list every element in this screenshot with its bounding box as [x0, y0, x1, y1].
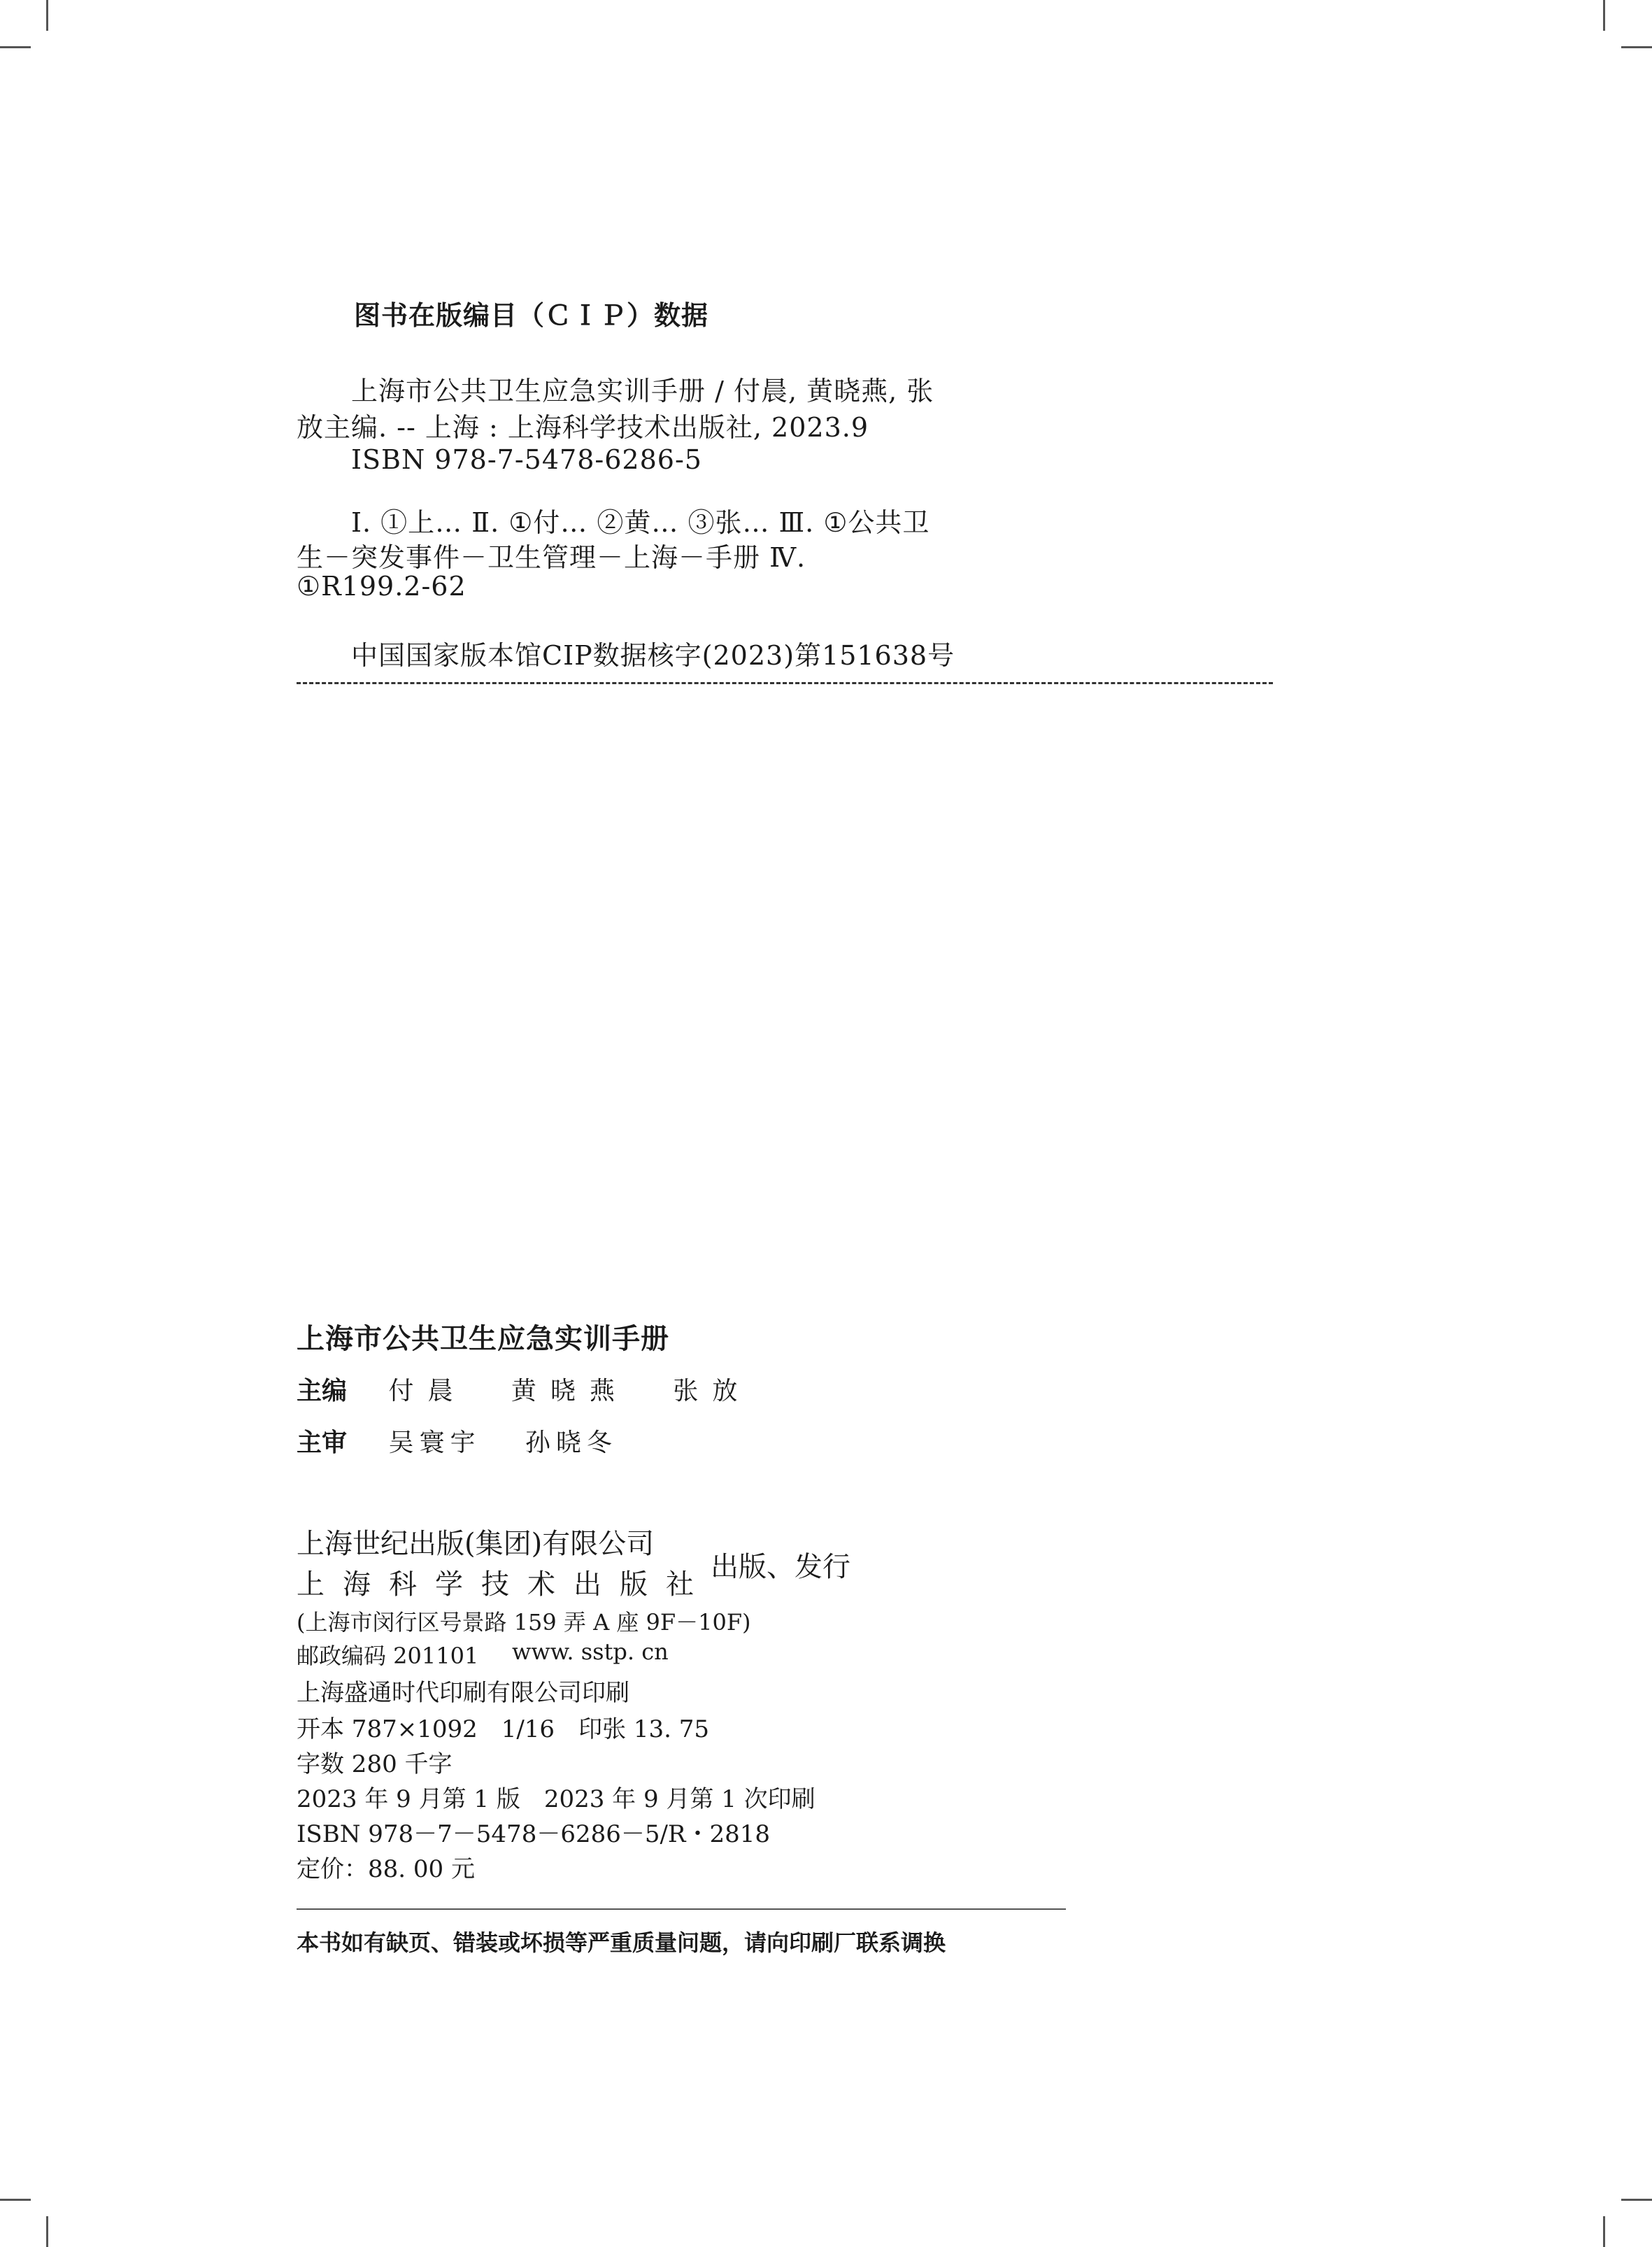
cip-line: ①R199.2-62 — [297, 571, 467, 602]
cip-line: 中国国家版本馆CIP数据核字(2023)第151638号 — [297, 640, 955, 671]
isbn: ISBN 978－7－5478－6286－5/R・2818 — [297, 1820, 771, 1848]
publisher-names — [297, 1524, 712, 1605]
crop-mark — [1603, 0, 1605, 31]
cip-line: ISBN 978-7-5478-6286-5 — [297, 444, 702, 475]
chief-editors-label: 主编 — [297, 1376, 348, 1405]
postcode: 邮政编码 201101 — [297, 1643, 479, 1669]
reviewer-name: 吴寰宇 — [388, 1429, 481, 1457]
quality-notice: 本书如有缺页、错装或坏损等严重质量问题，请向印刷厂联系调换 — [297, 1929, 946, 1956]
cip-line: 放主编. -- 上海 : 上海科学技术出版社, 2023.9 — [297, 412, 869, 443]
cip-line: Ⅰ. ①上… Ⅱ. ①付… ②黄… ③张… Ⅲ. ①公共卫 — [297, 507, 930, 538]
crop-mark — [1621, 2199, 1652, 2201]
chief-editors — [297, 1371, 788, 1407]
publisher: 上海科学技术出版社 — [297, 1568, 712, 1601]
crop-mark — [1603, 2216, 1605, 2247]
crop-mark — [46, 2216, 48, 2247]
reviewers — [297, 1423, 654, 1459]
editor-name: 黄晓燕 — [511, 1377, 629, 1405]
editor-name: 付晨 — [388, 1377, 467, 1405]
cip-line: 上海市公共卫生应急实训手册 / 付晨, 黄晓燕, 张 — [297, 376, 934, 406]
edition-info: 2023 年 9 月第 1 版 2023 年 9 月第 1 次印刷 — [297, 1785, 816, 1813]
publish-action: 出版、发行 — [711, 1551, 850, 1583]
format-info: 开本 787×1092 1/16 印张 13. 75 — [297, 1715, 710, 1743]
cip-dashed-rule — [297, 682, 1273, 684]
cip-heading: 图书在版编目（ＣＩＰ）数据 — [354, 300, 709, 331]
cip-line: 生－突发事件－卫生管理－上海－手册 Ⅳ. — [297, 542, 806, 573]
reviewer-name: 孙晓冬 — [525, 1429, 618, 1457]
website: www. sstp. cn — [512, 1638, 669, 1665]
crop-mark — [1621, 46, 1652, 48]
crop-mark — [46, 0, 48, 31]
price: 定价：88. 00 元 — [297, 1855, 475, 1883]
editor-name: 张放 — [673, 1377, 752, 1405]
bottom-rule — [297, 1908, 1066, 1910]
publisher-group: 上海世纪出版(集团)有限公司 — [297, 1528, 655, 1560]
word-count: 字数 280 千字 — [297, 1750, 453, 1778]
crop-mark — [0, 46, 31, 48]
publisher-address: (上海市闵行区号景路 159 弄 A 座 9F－10F) — [297, 1609, 751, 1636]
printer: 上海盛通时代印刷有限公司印刷 — [297, 1679, 629, 1707]
book-title: 上海市公共卫生应急实训手册 — [297, 1323, 669, 1355]
reviewers-label: 主审 — [297, 1428, 348, 1457]
crop-mark — [0, 2199, 31, 2201]
